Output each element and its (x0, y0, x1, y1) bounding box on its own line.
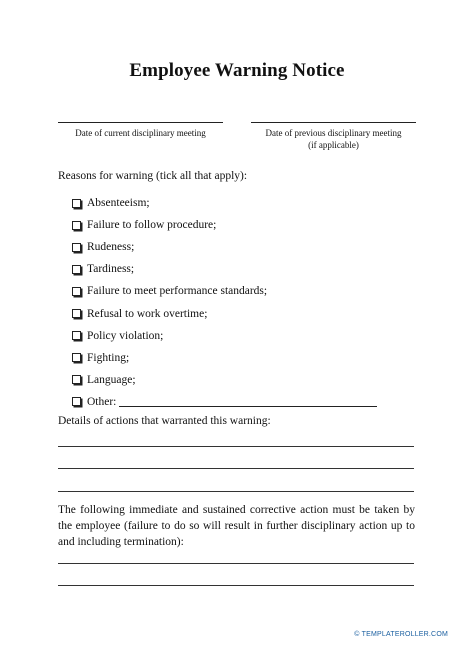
checkbox-icon[interactable] (72, 199, 81, 208)
reason-label: Absenteeism; (87, 197, 150, 210)
details-line[interactable] (58, 491, 414, 492)
footer-credit: © TEMPLATEROLLER.COM (354, 631, 448, 638)
date-previous-line[interactable] (251, 122, 416, 123)
corrective-line[interactable] (58, 585, 414, 586)
reasons-checklist (72, 192, 377, 413)
checkbox-icon[interactable] (72, 287, 81, 296)
corrective-action-text: The following immediate and sustained corrective action must be taken by the employee (failure to do so will result in further disciplinary action up to and including termination): (58, 504, 415, 548)
checkbox-icon[interactable] (72, 243, 81, 252)
reason-item-overtime[interactable] (72, 302, 377, 324)
reason-label: Failure to follow procedure; (87, 219, 217, 232)
reason-item-policy[interactable] (72, 325, 377, 347)
reason-item-failure-procedure[interactable] (72, 214, 377, 236)
checkbox-icon[interactable] (72, 221, 81, 230)
reason-item-absenteeism[interactable] (72, 192, 377, 214)
reason-label: Rudeness; (87, 241, 135, 254)
other-field-line[interactable] (119, 396, 377, 407)
date-previous-block (251, 122, 416, 151)
details-line[interactable] (58, 468, 414, 469)
date-current-line[interactable] (58, 122, 223, 123)
checkbox-icon[interactable] (72, 375, 81, 384)
checkbox-icon[interactable] (72, 265, 81, 274)
reasons-heading: Reasons for warning (tick all that apply): (58, 170, 248, 182)
corrective-line[interactable] (58, 563, 414, 564)
date-previous-note: (if applicable) (308, 140, 359, 150)
reason-item-fighting[interactable] (72, 347, 377, 369)
checkbox-icon[interactable] (72, 353, 81, 362)
reason-item-language[interactable] (72, 369, 377, 391)
reason-label: Policy violation; (87, 329, 164, 342)
reason-label: Failure to meet performance standards; (87, 285, 268, 298)
checkbox-icon[interactable] (72, 331, 81, 340)
details-heading: Details of actions that warranted this warning: (58, 415, 271, 427)
reason-label: Other: (87, 395, 117, 408)
checkbox-icon[interactable] (72, 397, 81, 406)
reason-item-rudeness[interactable] (72, 236, 377, 258)
date-current-label: Date of current disciplinary meeting (75, 128, 206, 138)
reason-item-tardiness[interactable] (72, 258, 377, 280)
reason-label: Refusal to work overtime; (87, 307, 208, 320)
reason-label: Language; (87, 373, 136, 386)
date-current-block (58, 122, 223, 139)
reason-label: Fighting; (87, 351, 130, 364)
reason-item-performance[interactable] (72, 280, 377, 302)
details-line[interactable] (58, 446, 414, 447)
date-previous-label: Date of previous disciplinary meeting (265, 128, 402, 138)
reason-item-other[interactable] (72, 391, 377, 413)
reason-label: Tardiness; (87, 263, 135, 276)
checkbox-icon[interactable] (72, 309, 81, 318)
document-title: Employee Warning Notice (129, 60, 345, 81)
